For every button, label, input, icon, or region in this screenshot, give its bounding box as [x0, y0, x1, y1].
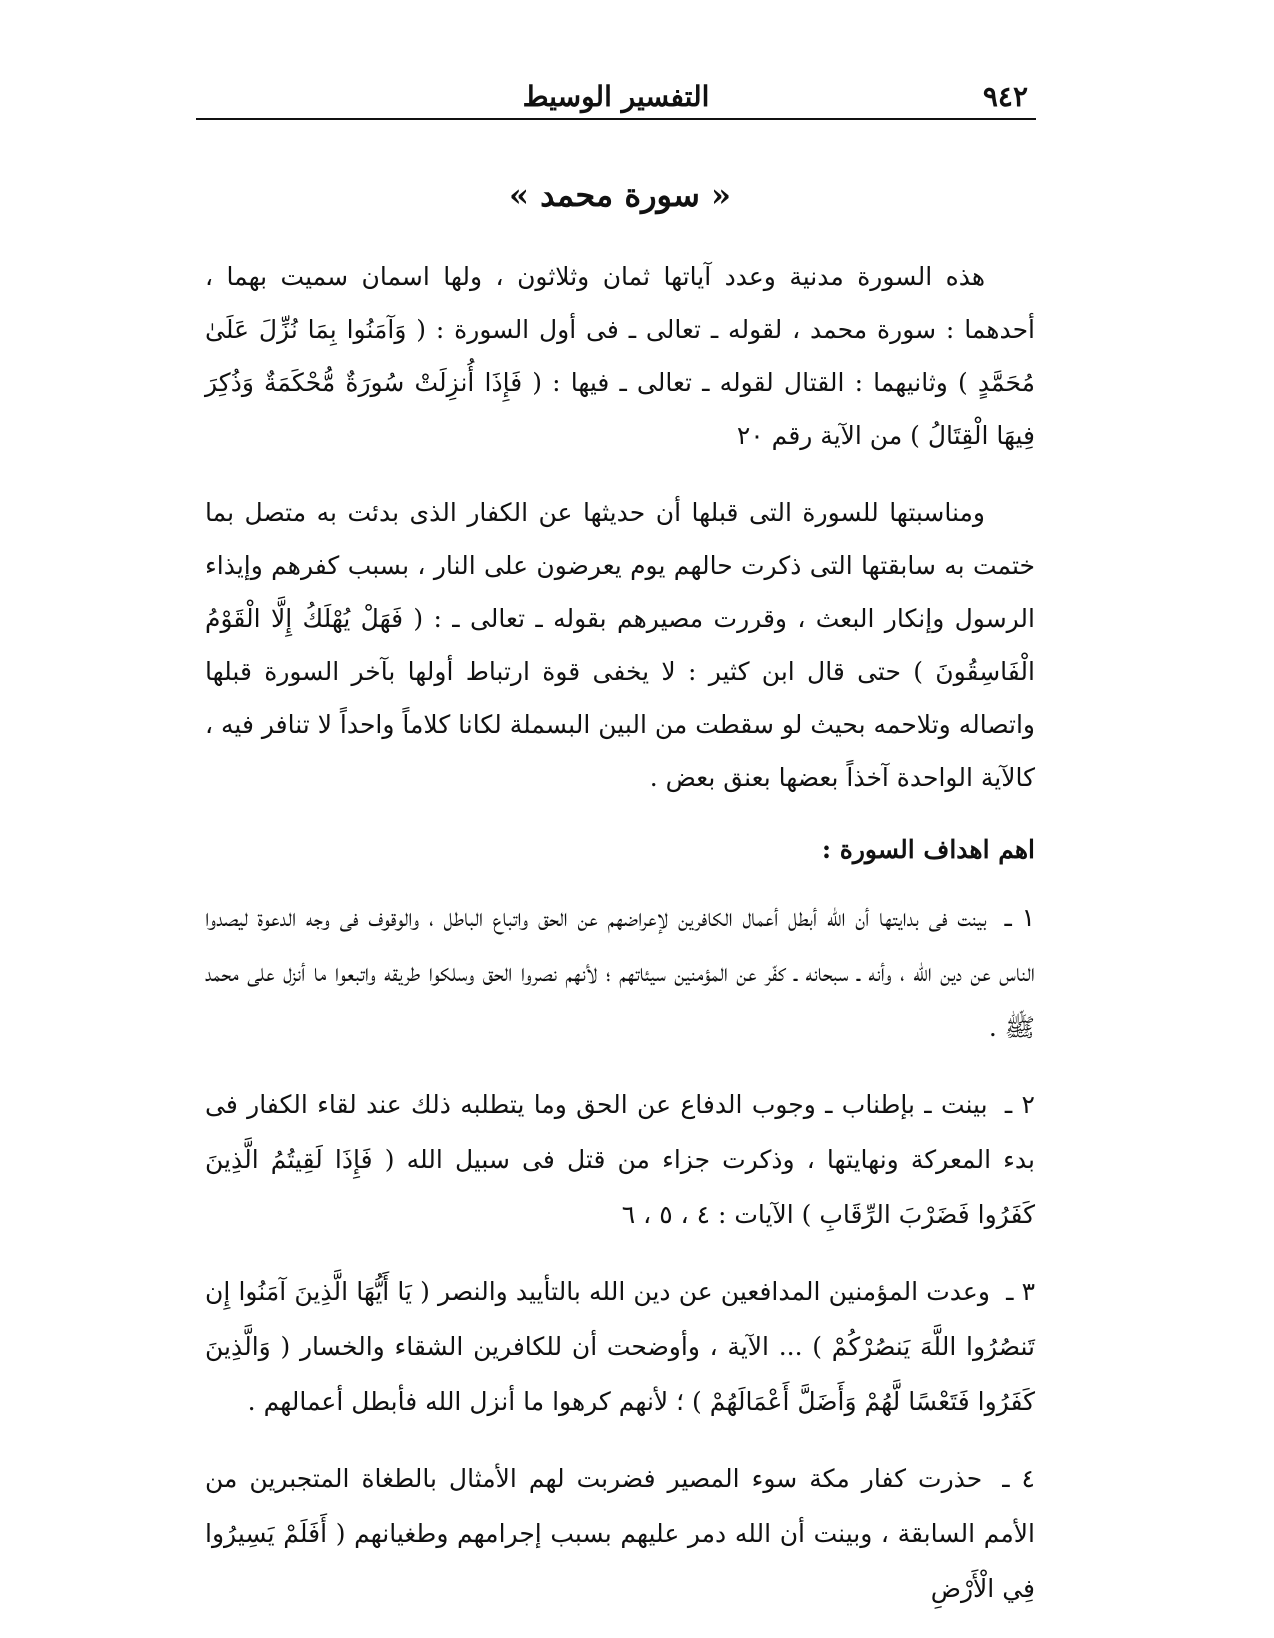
page-number: ٩٤٢ [982, 80, 1028, 113]
goal-number: ٤ ـ [1002, 1464, 1035, 1493]
context-paragraph: ومناسبتها للسورة التى قبلها أن حديثها عن الكفار الذى بدئت به متصل بما ختمت به سابقتها التى ذكرت حالهم يوم يعرضون على النار ، بسبب كفرهم وإيذاء الرسول وإنكار البعث ، وقررت مصيرهم بقوله ـ تعالى ـ : ( فَهَلْ يُهْلَكُ إِلَّا الْقَوْمُ الْفَاسِقُونَ ) حتى قال ابن كثير : لا يخفى قوة ارتباط أولها بآخر السورة قبلها واتصاله وتلاحمه بحيث لو سقطت من البين البسملة لكانا كلاماً واحداً لا تنافر فيه ، كالآية الواحدة آخذاً بعضها بعنق بعض . [205, 498, 1035, 792]
sura-title: « سورة محمد » [508, 176, 732, 214]
goal-item [205, 1077, 1035, 1242]
goal-item [205, 1264, 1035, 1429]
running-title: التفسير الوسيط [522, 80, 710, 113]
section-heading: اهم اهداف السورة : [821, 835, 1035, 864]
goal-item [205, 1451, 1035, 1616]
goal-item [205, 890, 1035, 1055]
goal-number: ٣ ـ [1006, 1277, 1036, 1306]
goal-number: ١ ـ [1004, 903, 1036, 932]
goal-text: حذرت كفار مكة سوء المصير فضربت لهم الأمثال بالطغاة المتجبرين من الأمم السابقة ، وبينت أن الله دمر عليهم بسبب إجرامهم وطغيانهم ( أَفَلَمْ يَسِيرُوا فِي الْأَرْضِ [205, 1464, 1035, 1603]
goal-number: ٢ ـ [1004, 1090, 1035, 1119]
goal-text: وعدت المؤمنين المدافعين عن دين الله بالتأييد والنصر ( يَا أَيُّهَا الَّذِينَ آمَنُوا إِن تَنصُرُوا اللَّهَ يَنصُرْكُمْ ) ... الآية ، وأوضحت أن للكافرين الشقاء والخسار ( وَالَّذِينَ كَفَرُوا فَتَعْسًا لَّهُمْ وَأَضَلَّ أَعْمَالَهُمْ ) ؛ لأنهم كرهوا ما أنزل الله فأبطل أعمالهم . [205, 1277, 1035, 1416]
page-header [196, 74, 1036, 118]
page-body [205, 168, 1035, 1638]
goal-text: بينت ـ بإطناب ـ وجوب الدفاع عن الحق وما يتطلبه ذلك عند لقاء الكفار فى بدء المعركة ونهايتها ، وذكرت جزاء من قتل فى سبيل الله ( فَإِذَا لَقِيتُمُ الَّذِينَ كَفَرُوا فَضَرْبَ الرِّقَابِ ) الآيات : ٤ ، ٥ ، ٦ [205, 1090, 1035, 1229]
goal-text: بينت فى بدايتها أن الله أبطل أعمال الكافرين لإعراضهم عن الحق واتباع الباطل ، والوقوف فى وجه الدعوة ليصدوا الناس عن دين الله ، وأنه ـ سبحانه ـ كفّر عن المؤمنين سيئاتهم ؛ لأنهم نصروا الحق وسلكوا طريقه واتبعوا ما أنزل على محمد ﷺ . [205, 903, 1035, 1042]
intro-paragraph: هذه السورة مدنية وعدد آياتها ثمان وثلاثون ، ولها اسمان سميت بهما ، أحدهما : سورة محمد ، لقوله ـ تعالى ـ فى أول السورة : ( وَآمَنُوا بِمَا نُزِّلَ عَلَىٰ مُحَمَّدٍ ) وثانيهما : القتال لقوله ـ تعالى ـ فيها : ( فَإِذَا أُنزِلَتْ سُورَةٌ مُّحْكَمَةٌ وَذُكِرَ فِيهَا الْقِتَالُ ) من الآية رقم ٢٠ [205, 262, 1035, 450]
header-rule [196, 118, 1036, 120]
